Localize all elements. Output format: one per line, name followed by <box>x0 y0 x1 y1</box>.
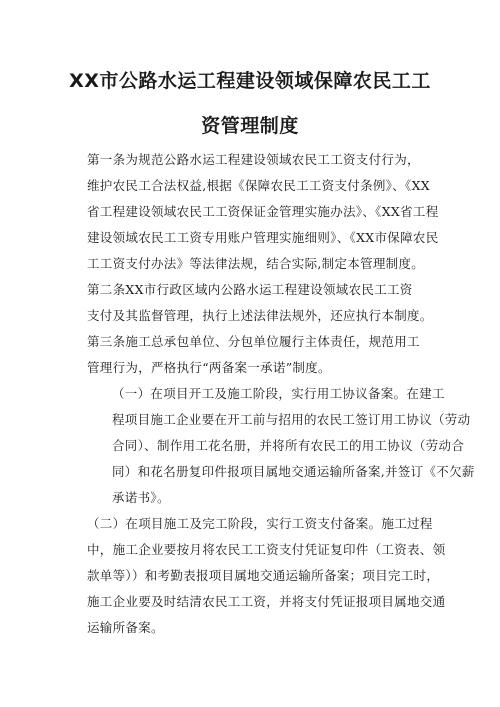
text-line: 中，施工企业要按月将农民工工资支付凭证复印件（工资表、领 <box>87 542 446 557</box>
text-line: 程项目施工企业要在开工前与招用的农民工签订用工协议（劳动 <box>112 412 471 427</box>
text-line: 运输所备案。 <box>87 620 164 635</box>
article-3-paragraph <box>62 329 438 381</box>
text-line: 省工程建设领域农民工工资保证金管理实施办法》、《XX省工程 <box>87 204 439 219</box>
document-title-line-2: 资管理制度 <box>201 115 299 137</box>
text-line: 承诺书》。 <box>112 490 170 505</box>
document-title-line-1: XX市公路水运工程建设领域保障农民工工 <box>69 70 431 92</box>
text-line: 同）和花名册复印件报项目属地交通运输所备案,并签订《不欠薪 <box>112 464 475 479</box>
text-line: 第一条为规范公路水运工程建设领域农民工工资支付行为， <box>87 152 420 167</box>
article-3-item-2-paragraph <box>62 511 446 641</box>
text-line: 维护农民工合法权益,根据《保障农民工工资支付条例》、《XX <box>87 178 430 193</box>
text-line: （二）在项目施工及完工阶段，实行工资支付备案。施工过程 <box>87 516 433 531</box>
article-2-paragraph <box>62 277 438 329</box>
text-line: 工工资支付办法》等法律法规，结合实际,制定本管理制度。 <box>87 256 425 271</box>
text-line: 管理行为，严格执行“两备案一承诺”制度。 <box>87 360 331 375</box>
text-line: 合同）、制作用工花名册，并将所有农民工的用工协议（劳动合 <box>112 438 465 453</box>
article-3-item-1-paragraph <box>62 381 475 511</box>
text-line: 建设领域农民工工资专用账户管理实施细则》、《XX市保障农民 <box>87 230 439 245</box>
text-line: 第二条XX市行政区域内公路水运工程建设领域农民工工资 <box>87 282 413 297</box>
text-line: 第三条施工总承包单位、分包单位履行主体责任，规范用工 <box>87 334 420 349</box>
article-1-paragraph <box>62 147 438 277</box>
text-line: 施工企业要及时结清农民工工资，并将支付凭证报项目属地交通 <box>87 594 446 609</box>
text-line: 款单等））和考勤表报项目属地交通运输所备案；项目完工时， <box>87 568 440 583</box>
text-line: （一）在项目开工及施工阶段，实行用工协议备案。在建工 <box>112 386 445 401</box>
text-line: 支付及其监督管理，执行上述法律法规外，还应执行本制度。 <box>87 308 433 323</box>
